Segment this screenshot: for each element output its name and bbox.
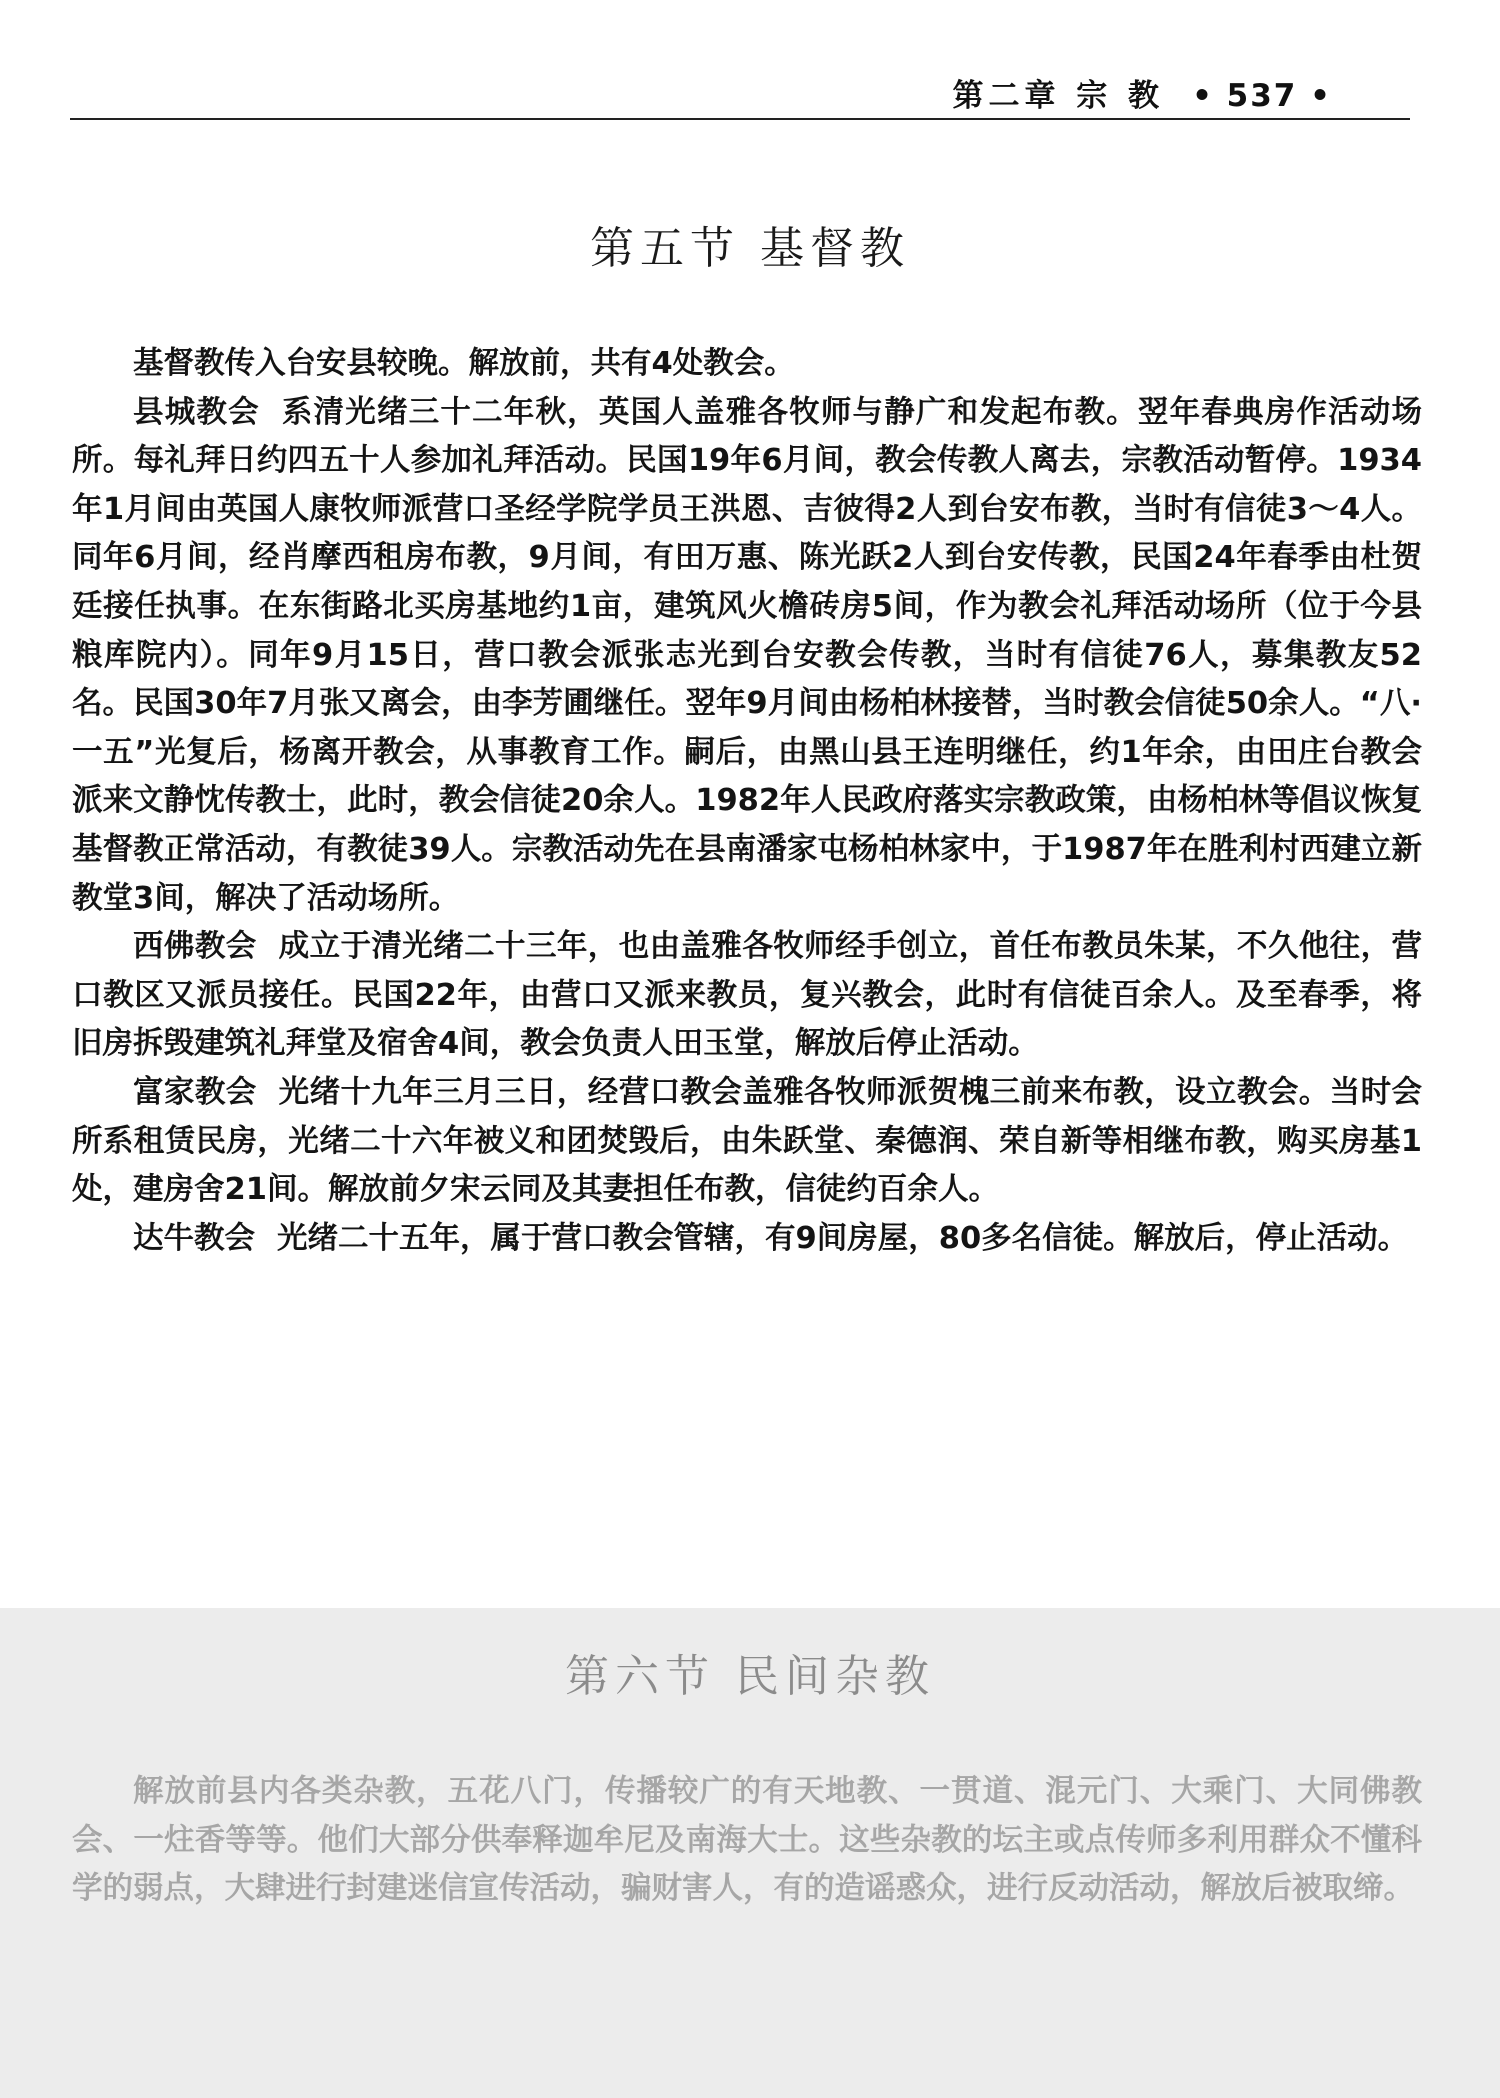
paragraph-heading: 达牛教会	[133, 1220, 255, 1256]
next-section-title: 第六节 民间杂教	[565, 1651, 935, 1702]
page-number: • 537 •	[1192, 78, 1332, 114]
paragraph	[72, 1069, 1422, 1215]
intro-paragraph: 基督教传入台安县较晚。解放前，共有4处教会。	[133, 346, 795, 381]
paragraph-text: 解放前县内各类杂教，五花八门，传播较广的有天地教、一贯道、混元门、大乘门、大同佛教会、一炷香等等。他们大部分供奉释迦牟尼及南海大士。这些杂教的坛主或点传师多利用群众不懂科学的弱点，大肆进行封建迷信宣传活动，骗财害人，有的造谣惑众，进行反动活动，解放后被取缔。	[72, 1774, 1422, 1907]
paragraph-text: 光绪二十五年，属于营口教会管辖，有9间房屋，80多名信徒。解放后，停止活动。	[277, 1220, 1409, 1256]
paragraph-heading: 县城教会	[133, 394, 260, 430]
paragraph	[72, 1215, 1422, 1264]
paragraph	[72, 389, 1422, 924]
chapter-title: 第二章 宗 教	[952, 78, 1165, 114]
next-section-body	[72, 1768, 1422, 1914]
paragraph-text: 系清光绪三十二年秋，英国人盖雅各牧师与静广和发起布教。翌年春典房作活动场所。每礼拜日约四五十人参加礼拜活动。民国19年6月间，教会传教人离去，宗教活动暂停。1934年1月间由英国人康牧师派营口圣经学院学员王洪恩、吉彼得2人到台安布教，当时有信徒3～4人。同年6月间，经肖摩西租房布教，9月间，有田万惠、陈光跃2人到台安传教，民国24年春季由杜贺廷接任执事。在东街路北买房基地约1亩，建筑风火檐砖房5间，作为教会礼拜活动场所（位于今县粮库院内）。同年9月15日，营口教会派张志光到台安教会传教，当时有信徒76人，募集教友52名。民国30年7月张又离会，由李芳圃继任。翌年9月间由杨柏林接替，当时教会信徒50余人。“八·一五”光复后，杨离开教会，从事教育工作。嗣后，由黑山县王连明继任，约1年余，由田庄台教会派来文静忱传教士，此时，教会信徒20余人。1982年人民政府落实宗教政策，由杨柏林等倡议恢复基督教正常活动，有教徒39人。宗教活动先在县南潘家屯杨柏林家中，于1987年在胜利村西建立新教堂3间，解决了活动场所。	[72, 394, 1423, 916]
paragraph-text: 光绪十九年三月三日，经营口教会盖雅各牧师派贺槐三前来布教，设立教会。当时会所系租赁民房，光绪二十六年被义和团焚毁后，由朱跃堂、秦德润、荣自新等相继布教，购买房基1处，建房舍21间。解放前夕宋云同及其妻担任布教，信徒约百余人。	[72, 1074, 1423, 1208]
section-title: 第五节 基督教	[590, 223, 910, 274]
header-rule	[70, 118, 1410, 120]
paragraph	[72, 923, 1422, 1069]
paragraph-heading: 富家教会	[133, 1074, 257, 1110]
paragraph-heading: 西佛教会	[133, 929, 257, 965]
paragraph-text: 成立于清光绪二十三年，也由盖雅各牧师经手创立，首任布教员朱某，不久他往，营口教区又派员接任。民国22年，由营口又派来教员，复兴教会，此时有信徒百余人。及至春季，将旧房拆毁建筑礼拜堂及宿舍4间，教会负责人田玉堂，解放后停止活动。	[72, 929, 1423, 1062]
running-head	[952, 70, 1332, 115]
page-header	[70, 62, 1410, 114]
section-body	[72, 340, 1422, 1263]
